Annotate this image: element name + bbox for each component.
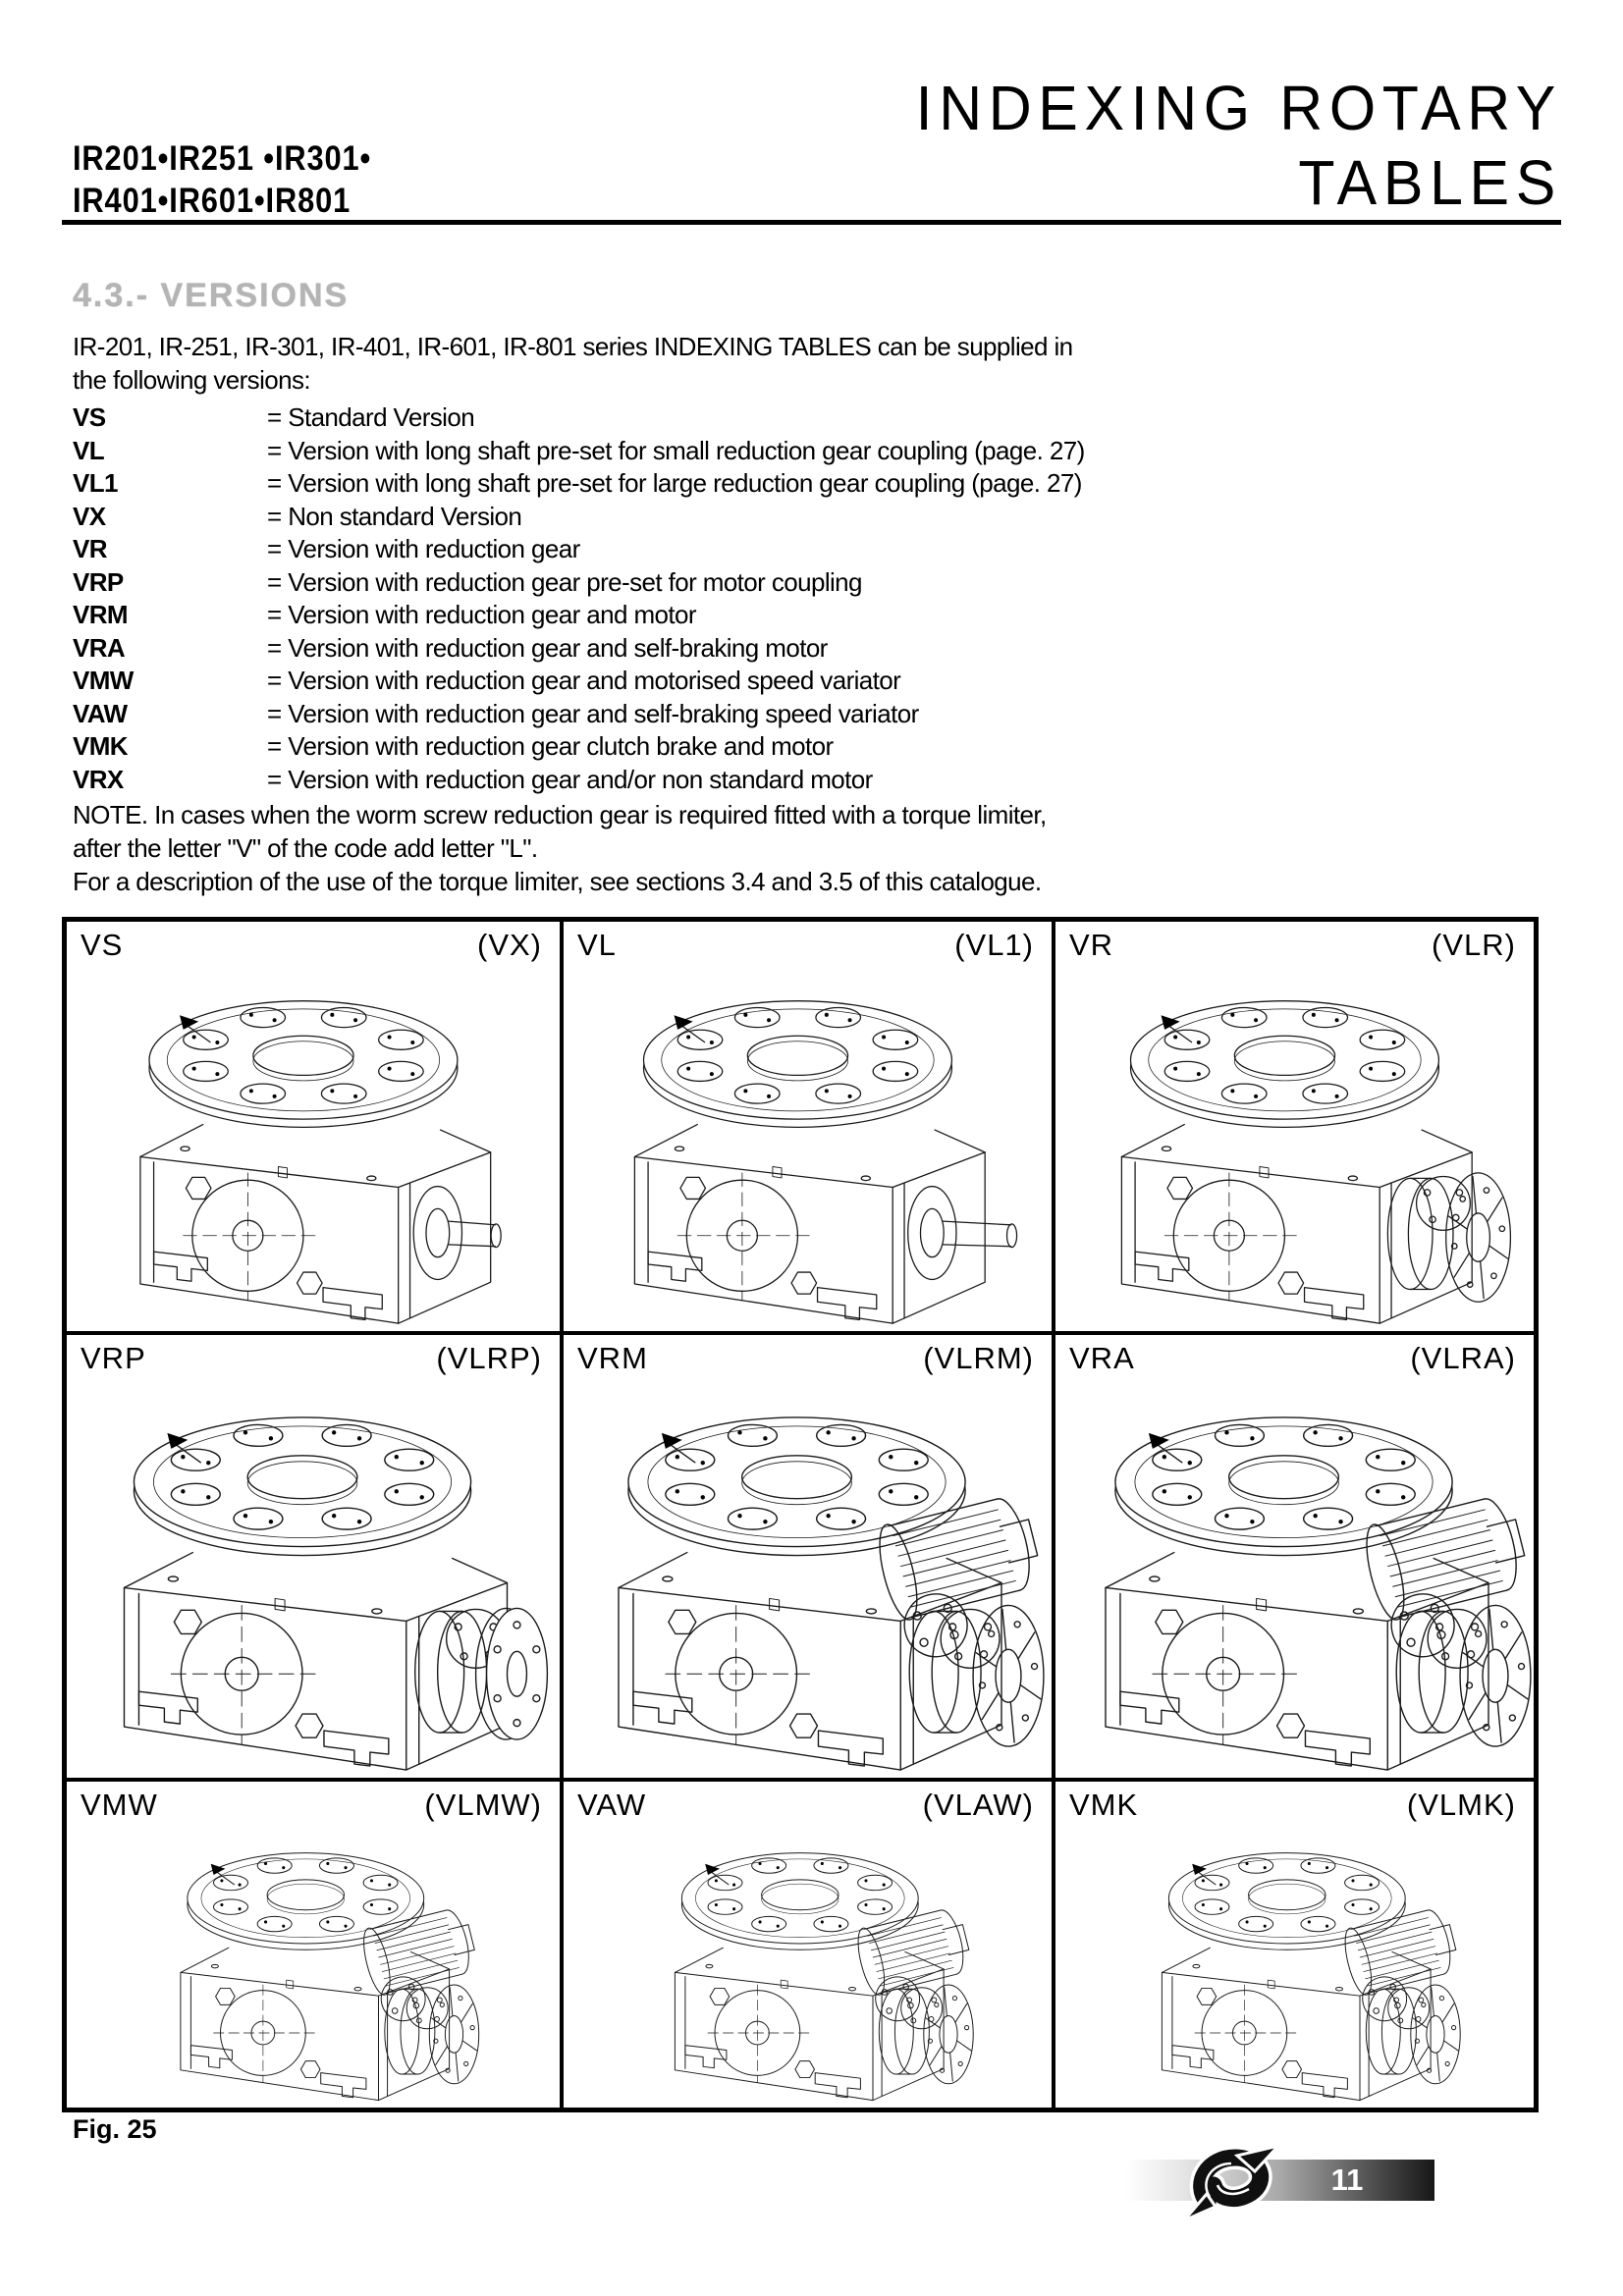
figure-cell-vaw [564, 1782, 1055, 2108]
cell-alt-version-code: (VLMW) [424, 1788, 542, 1822]
version-code: VMW [73, 666, 134, 695]
cell-version-code: VAW [577, 1788, 647, 1822]
rotary-table-drawing [564, 1827, 1052, 2102]
cell-version-code: VRA [1069, 1341, 1135, 1375]
note-line-1: NOTE. In cases when the worm screw reduction gear is required fitted with a torque limiter, [73, 800, 1047, 829]
model-series-line2: IR401•IR601•IR801 [73, 182, 352, 220]
cell-version-code: VRM [577, 1341, 648, 1375]
figure-cell-vs [67, 922, 564, 1335]
version-description: = Standard Version [267, 402, 475, 432]
version-row-vmk [73, 730, 1085, 764]
cell-version-code: VL [577, 928, 617, 962]
cell-version-code: VS [81, 928, 124, 962]
cell-alt-version-code: (VLRM) [923, 1341, 1034, 1375]
version-description: = Version with reduction gear and motorised speed variator [267, 666, 901, 695]
cell-alt-version-code: (VL1) [954, 928, 1034, 962]
rotary-table-drawing [67, 1827, 560, 2102]
version-row-vrp [73, 566, 1085, 600]
page-number: 11 [1330, 2163, 1364, 2197]
version-description: = Version with reduction gear and motor [267, 600, 696, 629]
versions-list [73, 401, 1085, 796]
version-row-vs [73, 401, 1085, 435]
version-row-vaw [73, 698, 1085, 731]
version-description: = Version with long shaft pre-set for large reduction gear coupling (page. 27) [267, 468, 1082, 498]
version-row-vrx [73, 764, 1085, 797]
version-row-vl [73, 435, 1085, 468]
page-title-line2: TABLES [1298, 147, 1562, 218]
section-heading: 4.3.- VERSIONS [73, 277, 350, 314]
version-code: VRX [73, 764, 124, 794]
version-description: = Version with reduction gear and self-braking motor [267, 632, 828, 663]
figure-cell-vrp [67, 1335, 564, 1782]
rotary-table-drawing [564, 1380, 1052, 1772]
version-code: VMK [73, 731, 128, 761]
figure-cell-vrm [564, 1335, 1055, 1782]
cell-alt-version-code: (VLMK) [1406, 1788, 1516, 1822]
note-line-2: after the letter "V" of the code add letter "L". [73, 833, 538, 863]
cell-alt-version-code: (VLAW) [922, 1788, 1034, 1822]
figure-cell-vmk [1055, 1782, 1534, 2108]
note-line-3: For a description of the use of the torque limiter, see sections 3.4 and 3.5 of this catalogue. [73, 867, 1042, 896]
rotary-table-drawing [67, 967, 560, 1325]
model-series-block [73, 137, 371, 222]
rotary-table-drawing [1055, 967, 1534, 1325]
cell-version-code: VMW [81, 1788, 158, 1822]
model-series-line1: IR201•IR251 •IR301• [73, 139, 372, 178]
figure-caption: Fig. 25 [73, 2114, 157, 2144]
version-description: = Version with reduction gear and/or non standard motor [267, 764, 873, 794]
note-paragraph [73, 798, 1047, 898]
cell-alt-version-code: (VLRP) [436, 1341, 542, 1375]
cell-alt-version-code: (VX) [477, 928, 542, 962]
version-row-vmw [73, 665, 1085, 698]
rotary-table-drawing [564, 967, 1052, 1325]
version-code: VRA [73, 632, 126, 663]
version-code: VRP [73, 566, 124, 597]
version-row-vx [73, 501, 1085, 534]
rotary-table-drawing [67, 1380, 560, 1772]
version-description: = Version with long shaft pre-set for small reduction gear coupling (page. 27) [267, 435, 1085, 465]
version-description: = Version with reduction gear and self-braking speed variator [267, 698, 919, 728]
rotary-table-drawing [1055, 1380, 1534, 1772]
header-rule [62, 220, 1561, 225]
version-description: = Version with reduction gear clutch brake and motor [267, 731, 834, 761]
version-row-vl1 [73, 467, 1085, 501]
version-row-vrm [73, 599, 1085, 632]
cell-alt-version-code: (VLRA) [1410, 1341, 1516, 1375]
cell-alt-version-code: (VLR) [1432, 928, 1516, 962]
version-description: = Version with reduction gear pre-set for motor coupling [267, 566, 862, 597]
figure-cell-vra [1055, 1335, 1534, 1782]
version-description: = Version with reduction gear [267, 534, 580, 563]
version-code: VAW [73, 698, 128, 728]
page-title-line1: INDEXING ROTARY [915, 73, 1562, 143]
version-code: VX [73, 501, 106, 531]
version-code: VL1 [73, 468, 118, 498]
version-description: = Non standard Version [267, 501, 522, 531]
figure-cell-vmw [67, 1782, 564, 2108]
intro-paragraph [73, 330, 1073, 397]
figure-cell-vr [1055, 922, 1534, 1335]
brand-knot-logo [1174, 2140, 1312, 2226]
figure-cell-vl [564, 922, 1055, 1335]
brand-knot-logo-graphic [1174, 2140, 1312, 2226]
intro-line-2: the following versions: [73, 365, 310, 395]
version-code: VRM [73, 600, 128, 629]
version-row-vr [73, 533, 1085, 566]
rotary-table-drawing [1055, 1827, 1534, 2102]
cell-version-code: VMK [1069, 1788, 1139, 1822]
cell-version-code: VRP [81, 1341, 146, 1375]
page-title [916, 71, 1562, 220]
version-code: VR [73, 534, 107, 563]
version-code: VS [73, 402, 106, 432]
version-row-vra [73, 632, 1085, 666]
intro-line-1: IR-201, IR-251, IR-301, IR-401, IR-601, IR-801 series INDEXING TABLES can be supplied in [73, 332, 1073, 361]
version-code: VL [73, 435, 105, 465]
cell-version-code: VR [1069, 928, 1114, 962]
versions-figure-grid [62, 917, 1539, 2112]
